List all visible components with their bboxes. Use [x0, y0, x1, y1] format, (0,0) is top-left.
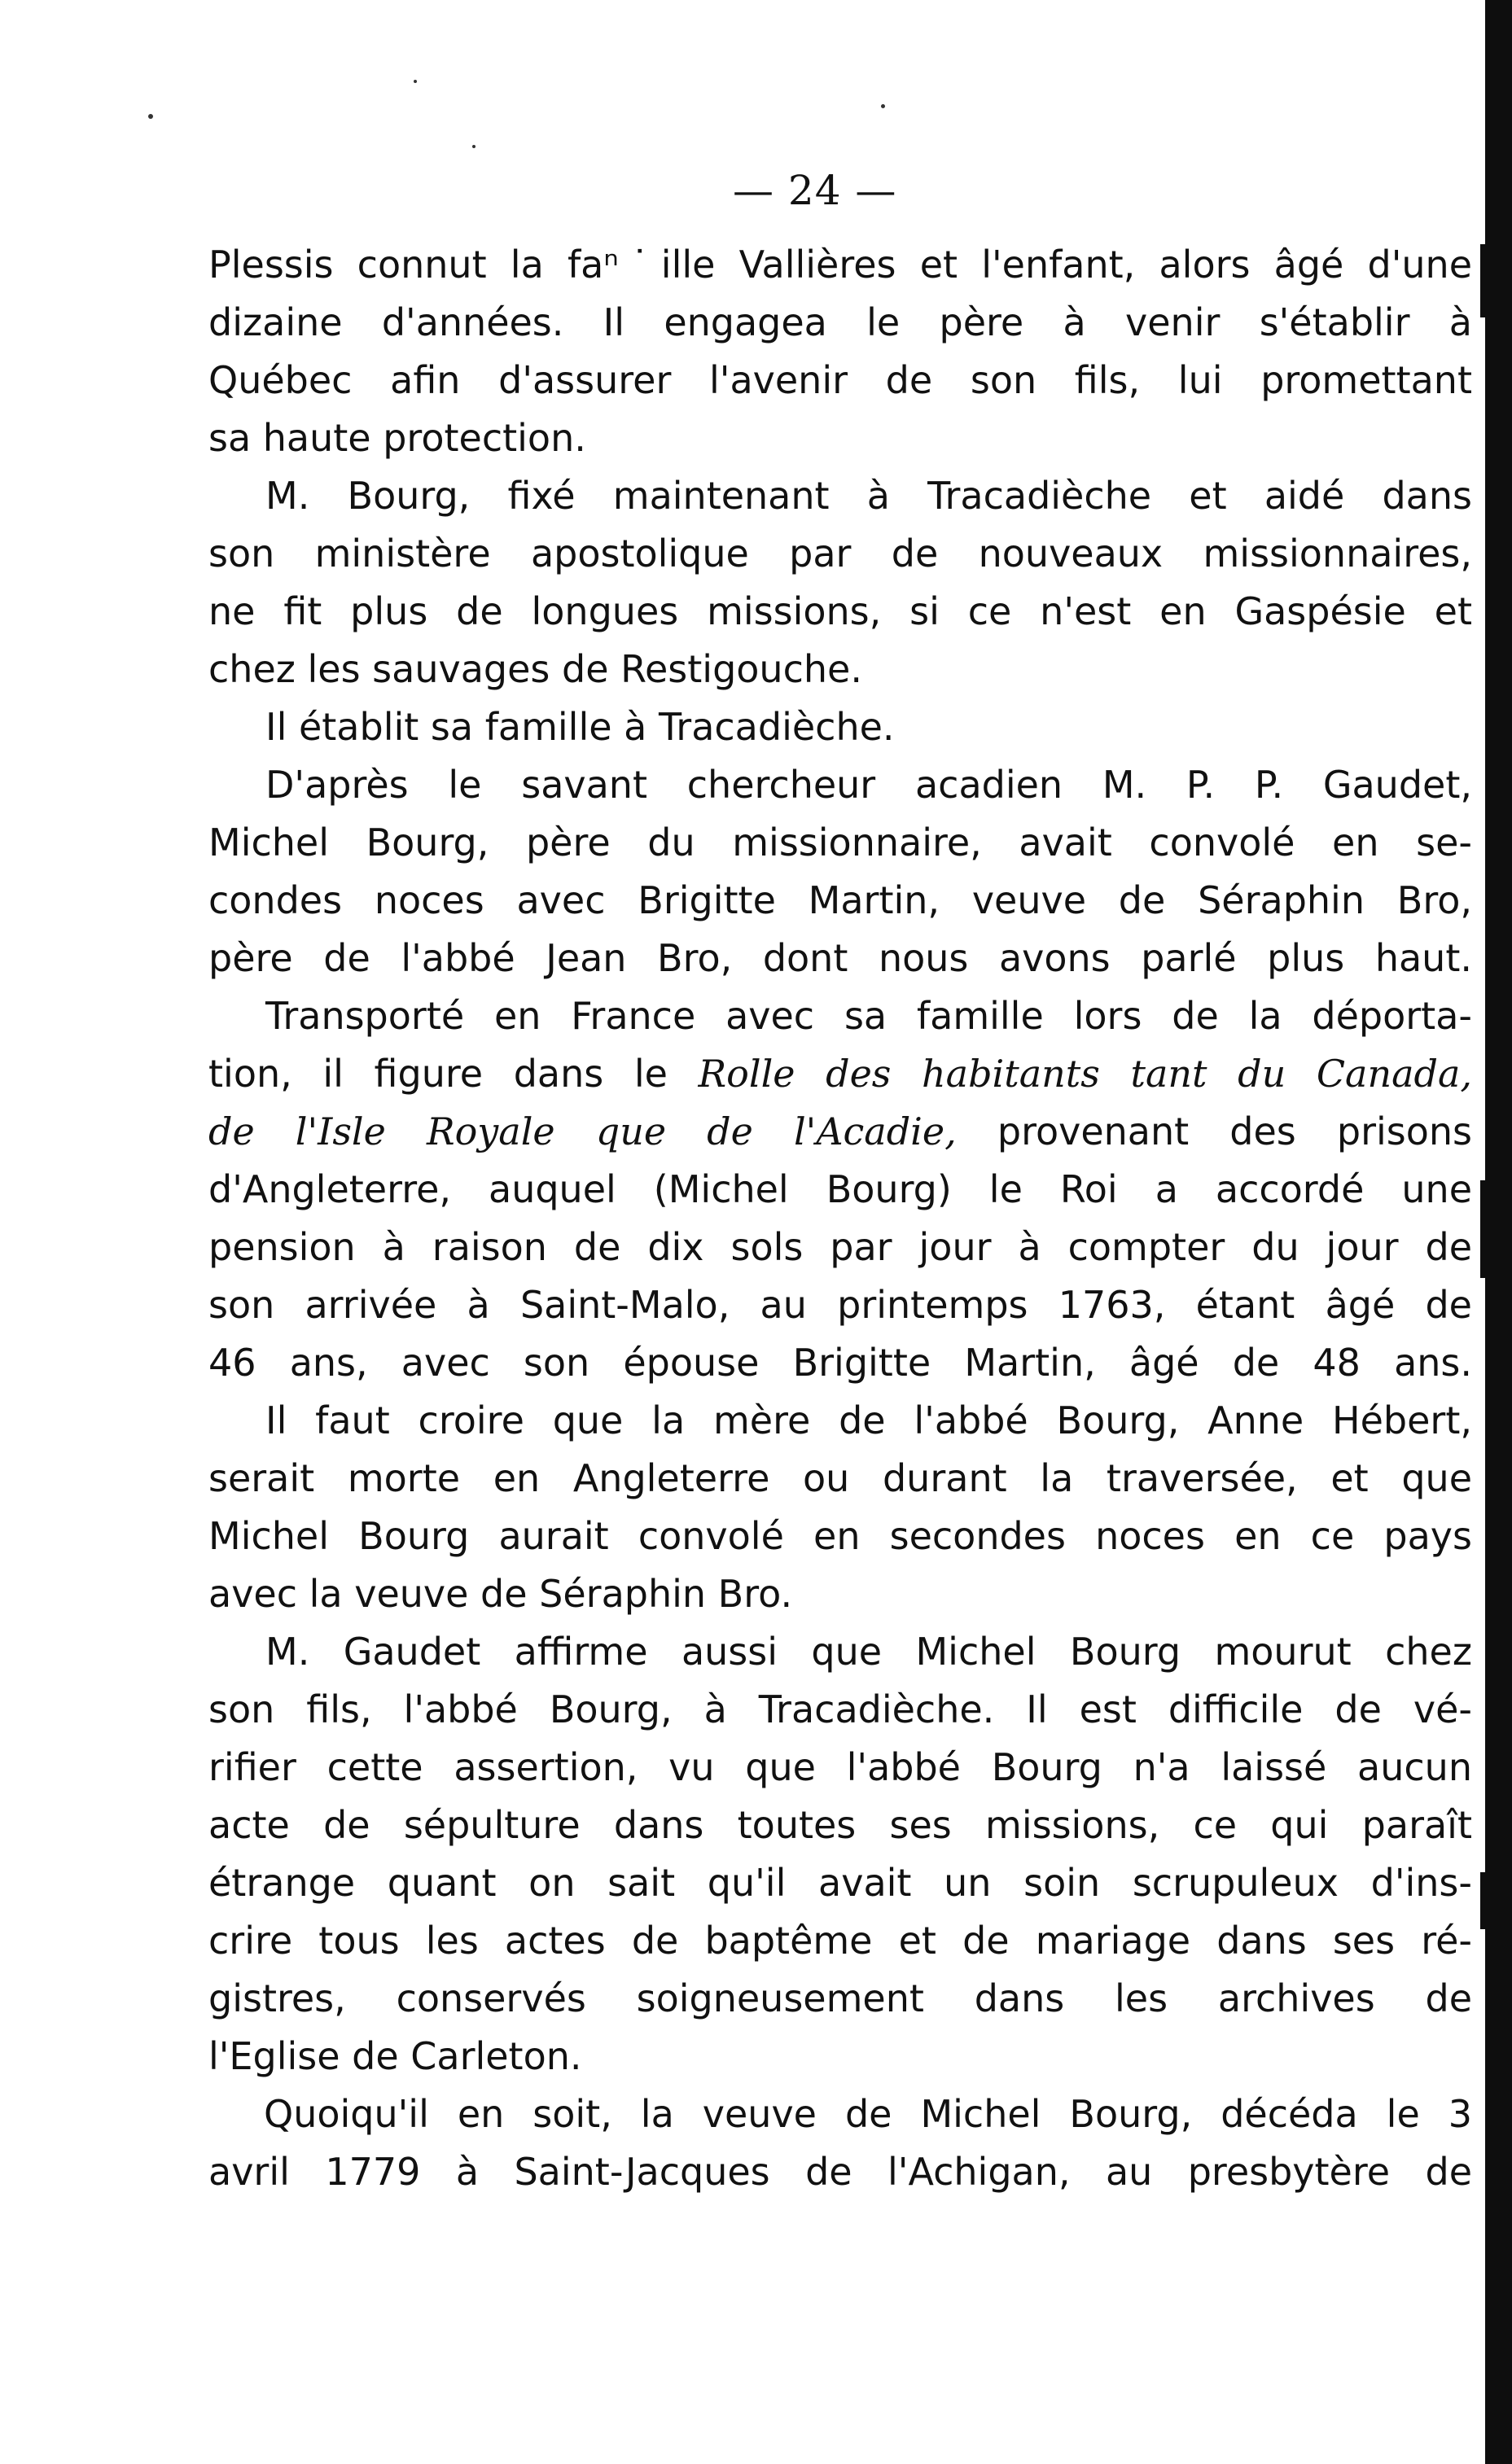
page-number: — 24 —	[733, 167, 897, 214]
text-line: avec la veuve de Séraphin Bro.	[208, 1572, 793, 1616]
text-line: son arrivée à Saint-Malo, au printemps 1763, étant âgé de	[208, 1283, 1472, 1327]
italic-title: Rolle des habitants tant du Canada,	[698, 1052, 1472, 1096]
text-line: 46 ans, avec son épouse Brigitte Martin, âgé de 48 ans.	[208, 1341, 1472, 1385]
text-line	[208, 1103, 1472, 1161]
text-line: serait morte en Angleterre ou durant la traversée, et que	[208, 1456, 1472, 1500]
text-line: rifier cette assertion, vu que l'abbé Bourg n'a laissé aucun	[208, 1745, 1472, 1789]
text-line: dizaine d'années. Il engagea le père à venir s'établir à	[208, 300, 1472, 344]
text-line: M. Bourg, fixé maintenant à Tracadièche et aidé dans	[265, 474, 1472, 518]
text-line: avril 1779 à Saint-Jacques de l'Achigan, au presbytère de	[208, 2150, 1472, 2194]
text-line: condes noces avec Brigitte Martin, veuve de Séraphin Bro,	[208, 878, 1472, 922]
text-line: Quoiqu'il en soit, la veuve de Michel Bourg, décéda le 3	[264, 2092, 1472, 2136]
text-line: chez les sauvages de Restigouche.	[208, 647, 862, 691]
text-line: son fils, l'abbé Bourg, à Tracadièche. Il est difficile de vé-	[208, 1687, 1472, 1731]
text-line: Plessis connut la faⁿ˙ille Vallières et l'enfant, alors âgé d'une	[208, 243, 1472, 287]
text-line: pension à raison de dix sols par jour à compter du jour de	[208, 1225, 1472, 1269]
text-line: Québec afin d'assurer l'avenir de son fils, lui promettant	[208, 358, 1472, 402]
text-line: gistres, conservés soigneusement dans les archives de	[208, 1976, 1472, 2020]
text-segment: provenant des prisons	[956, 1109, 1472, 1153]
text-line: son ministère apostolique par de nouveaux missionnaires,	[208, 532, 1472, 576]
text-line: D'après le savant chercheur acadien M. P. P. Gaudet,	[265, 763, 1472, 807]
text-line: sa haute protection.	[208, 416, 586, 460]
text-line: M. Gaudet affirme aussi que Michel Bourg mourut chez	[265, 1630, 1472, 1674]
ink-speck	[414, 80, 417, 83]
text-line: Michel Bourg, père du missionnaire, avait convolé en se-	[208, 821, 1472, 864]
page-edge-notch	[1480, 244, 1487, 317]
text-segment: tion, il figure dans le	[208, 1052, 699, 1096]
text-line: l'Eglise de Carleton.	[208, 2034, 582, 2078]
text-line	[208, 1045, 1472, 1103]
text-line: Il établit sa famille à Tracadièche.	[265, 705, 895, 749]
text-line: Il faut croire que la mère de l'abbé Bourg, Anne Hébert,	[265, 1398, 1472, 1442]
page-edge-notch	[1480, 1872, 1487, 1929]
page-edge-shadow	[1485, 0, 1512, 2464]
italic-title: de l'Isle Royale que de l'Acadie,	[208, 1109, 957, 1153]
body-text	[208, 236, 1472, 2201]
text-line: Michel Bourg aurait convolé en secondes noces en ce pays	[208, 1514, 1472, 1558]
text-line: acte de sépulture dans toutes ses missions, ce qui paraît	[208, 1803, 1472, 1847]
text-line: crire tous les actes de baptême et de mariage dans ses ré-	[208, 1919, 1472, 1963]
text-line: ne fit plus de longues missions, si ce n'est en Gaspésie et	[208, 589, 1472, 633]
text-line: étrange quant on sait qu'il avait un soin scrupuleux d'ins-	[208, 1861, 1472, 1905]
text-line: d'Angleterre, auquel (Michel Bourg) le Roi a accordé une	[208, 1167, 1472, 1211]
ink-speck	[881, 104, 885, 108]
page-edge-notch	[1480, 1180, 1487, 1278]
text-line: père de l'abbé Jean Bro, dont nous avons parlé plus haut.	[208, 936, 1472, 980]
ink-speck	[472, 145, 476, 148]
text-line: Transporté en France avec sa famille lors de la déporta-	[265, 994, 1472, 1038]
ink-speck	[148, 114, 153, 119]
